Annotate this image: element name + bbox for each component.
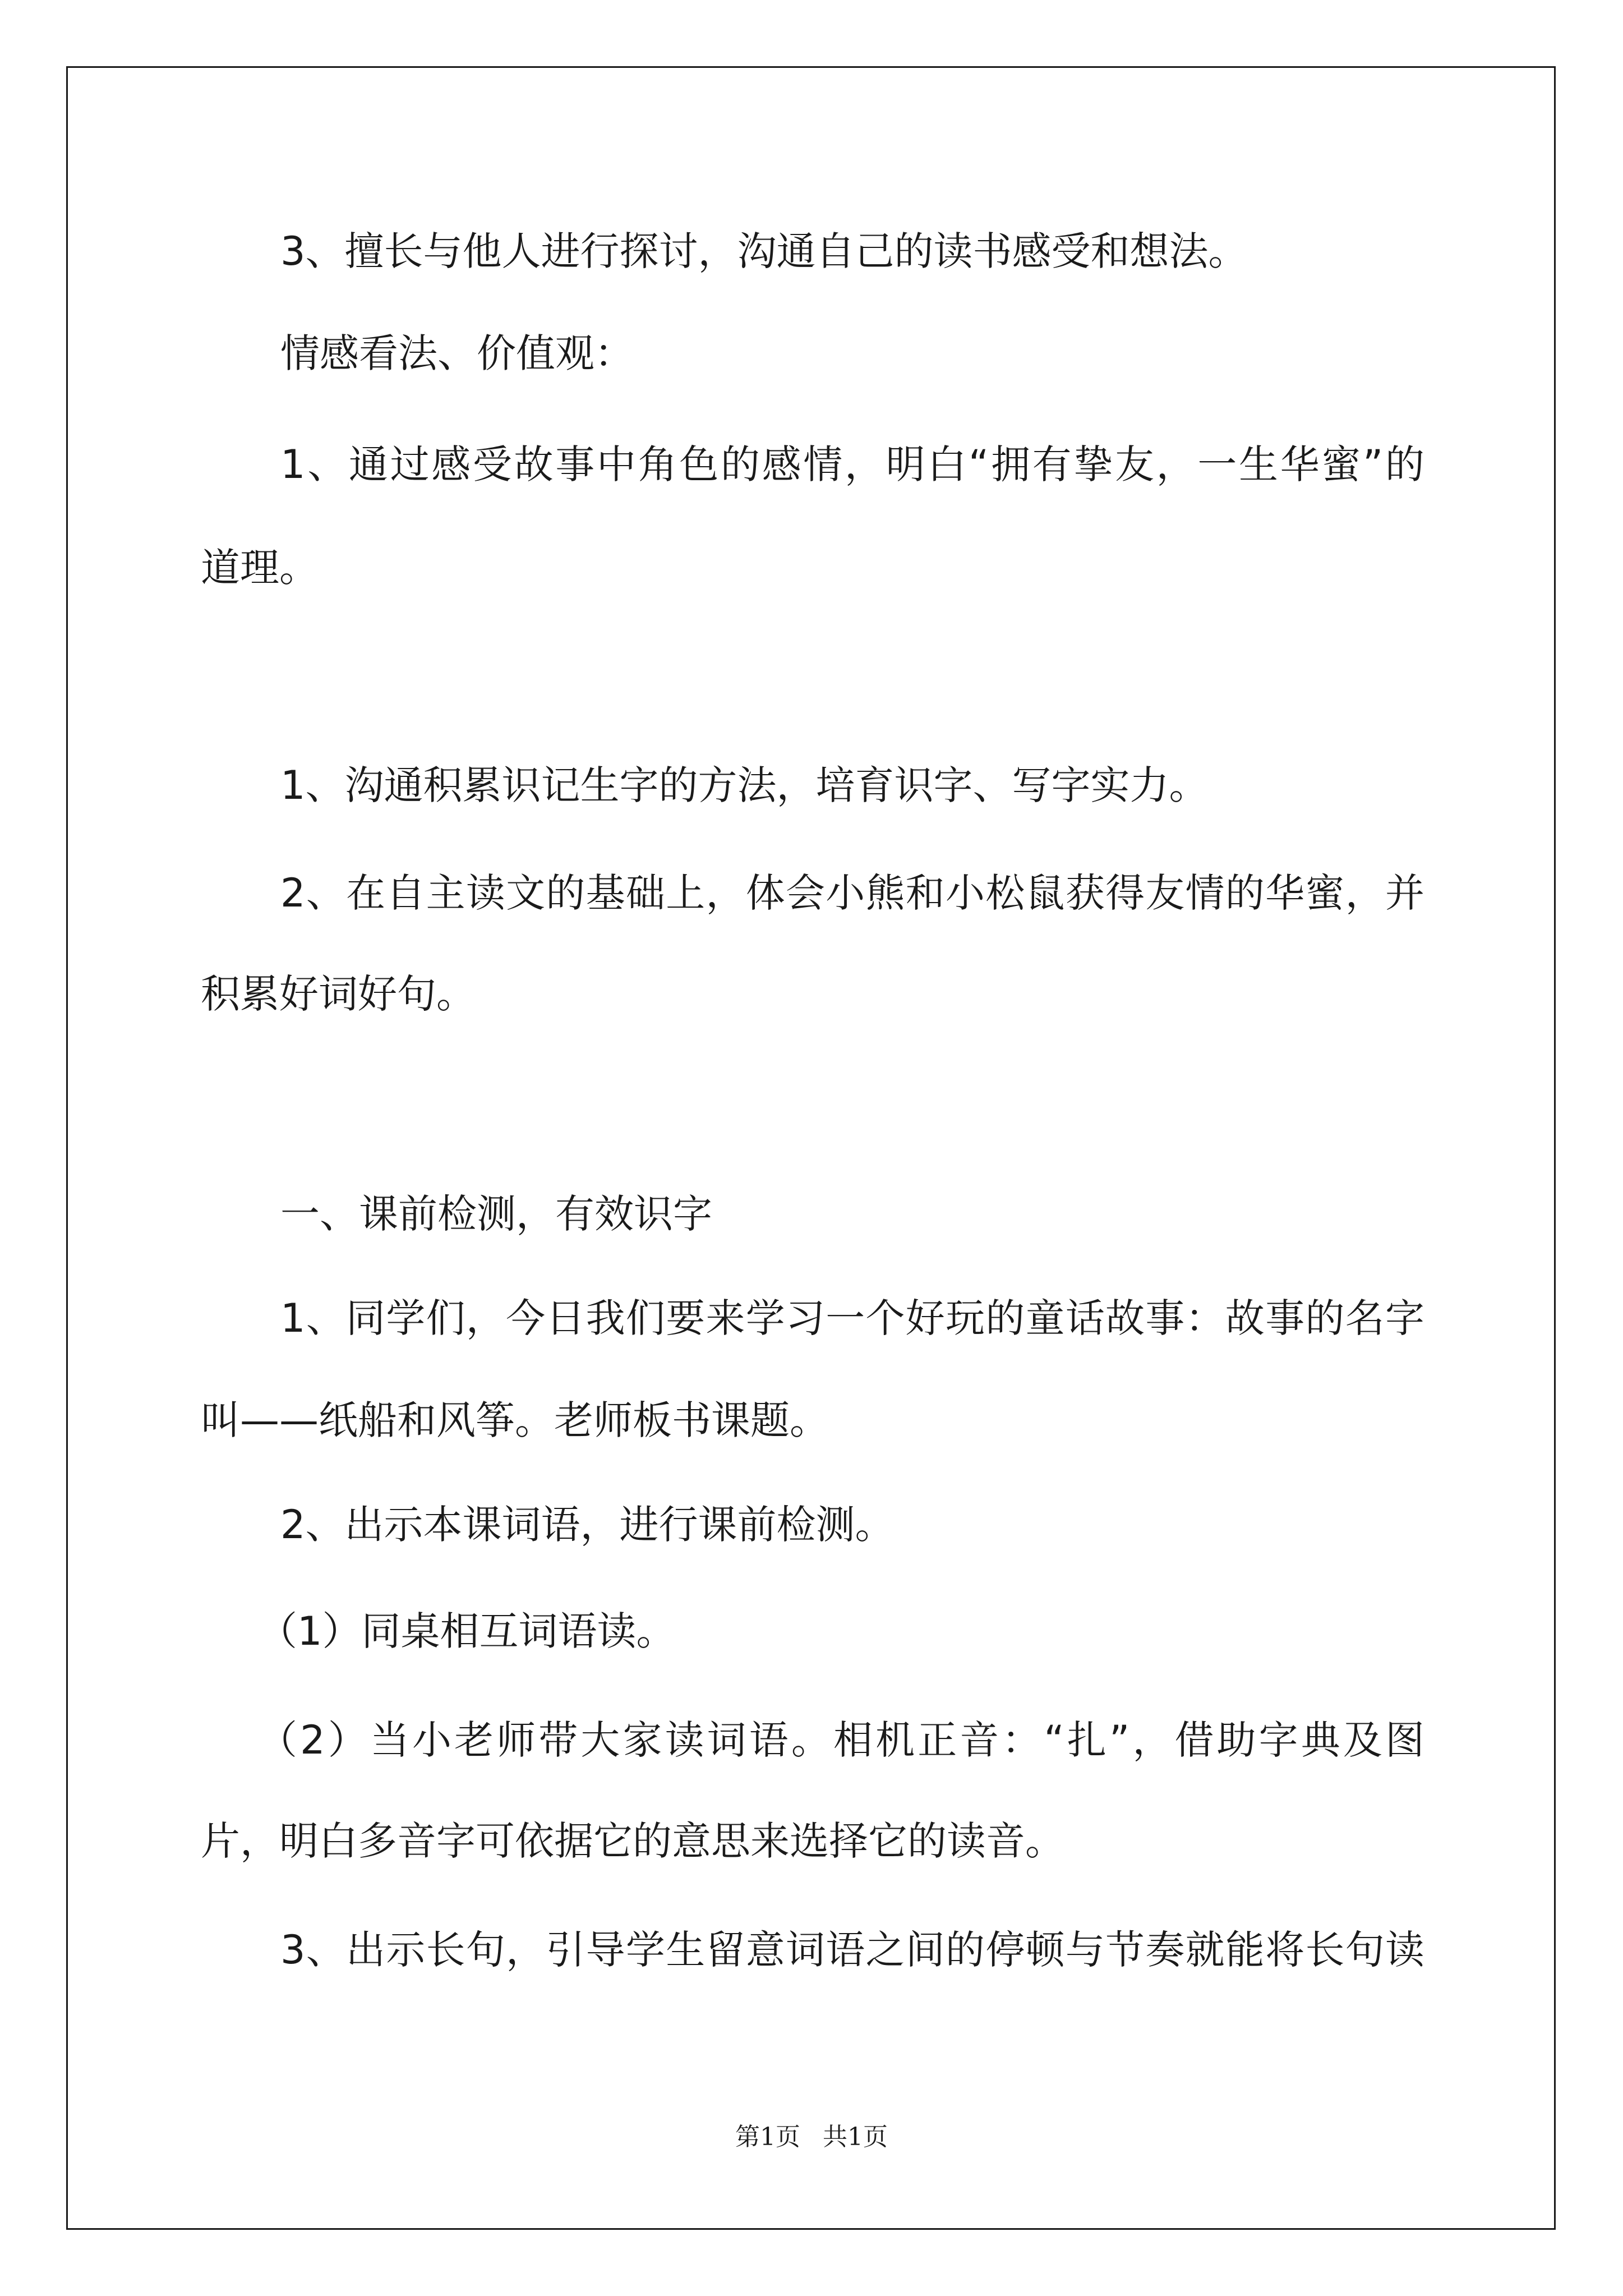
paragraph-pretest-1-line2: 叫——纸船和风筝。老师板书课题。 (201, 1397, 829, 1443)
paragraph-goal-2-line1: 2、在自主读文的基础上，体会小熊和小松鼠获得友情的华蜜，并 (280, 870, 1424, 916)
footer-total-pages: 共1页 (823, 2123, 888, 2151)
page-border (66, 66, 1556, 2230)
paragraph-pretest-2-1: （1）同桌相互词语读。 (258, 1608, 676, 1654)
paragraph-pretest-1-line1: 1、同学们，今日我们要来学习一个好玩的童话故事：故事的名字 (280, 1295, 1424, 1341)
footer-page-number: 第1页 (735, 2123, 800, 2151)
paragraph-pretest-2-2-line2: 片，明白多音字可依据它的意思来选择它的读音。 (201, 1818, 1064, 1864)
paragraph-pretest-2: 2、出示本课词语，进行课前检测。 (280, 1502, 895, 1548)
paragraph-pretest-3-line1: 3、出示长句，引导学生留意词语之间的停顿与节奏就能将长句读 (280, 1927, 1424, 1973)
paragraph-goal-2-line2: 积累好词好句。 (201, 971, 476, 1017)
paragraph-pretest-2-2-line1: （2）当小老师带大家读词语。相机正音：“扎”，借助字典及图 (258, 1717, 1424, 1763)
page-footer (0, 2120, 1623, 2154)
paragraph-skill-3: 3、擅长与他人进行探讨，沟通自己的读书感受和想法。 (280, 228, 1248, 274)
section-heading-pretest: 一、课前检测，有效识字 (280, 1191, 712, 1237)
paragraph-emotion-1-line2: 道理。 (201, 545, 319, 591)
paragraph-goal-1: 1、沟通积累识记生字的方法，培育识字、写字实力。 (280, 762, 1209, 808)
paragraph-emotion-1-line1: 1、通过感受故事中角色的感情，明白“拥有挚友，一生华蜜”的 (280, 441, 1424, 487)
section-heading-emotion: 情感看法、价值观： (280, 330, 634, 376)
